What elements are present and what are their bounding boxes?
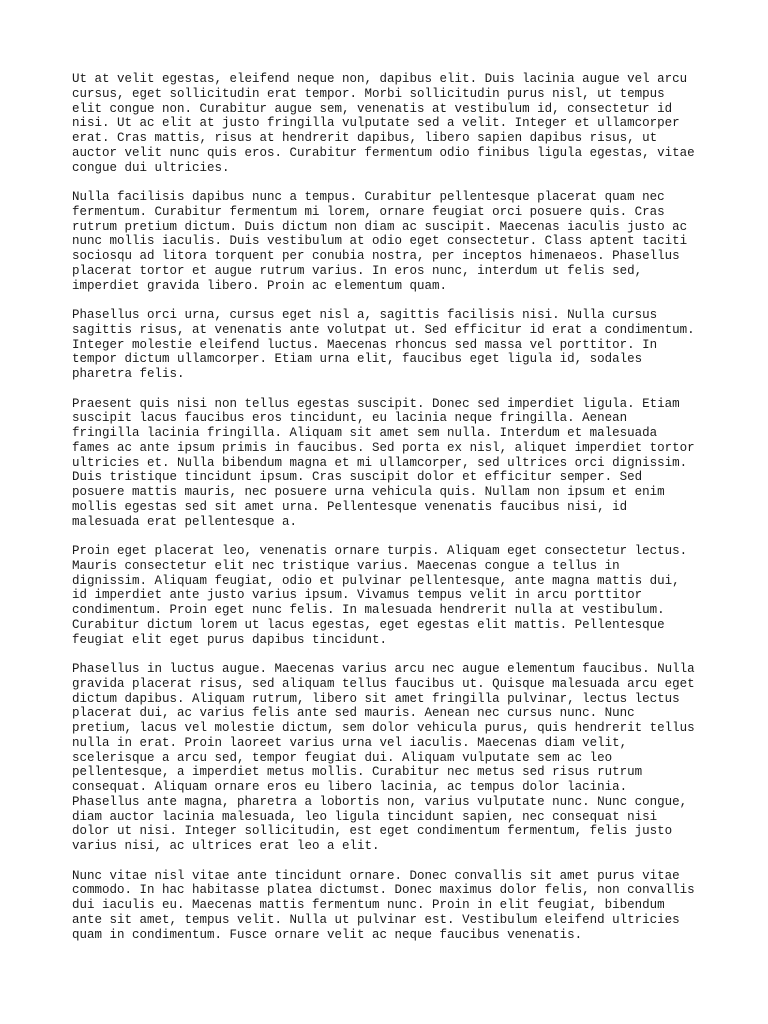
paragraph-5: Proin eget placerat leo, venenatis ornare turpis. Aliquam eget consectetur lectus. Mauris consectetur elit nec tristique varius. Maecenas congue a tellus in dignissim. Aliquam feugiat, odio et pulvinar pellentesque, ante magna mattis dui, id imperdiet ante justo varius ipsum. Vivamus tempus velit in arcu porttitor condimentum. Proin eget nunc felis. In malesuada hendrerit nulla at vestibulum. Curabitur dictum lorem ut lacus egestas, eget egestas elit mattis. Pellentesque feugiat elit eget purus dapibus tincidunt. (72, 544, 688, 647)
document-page (72, 72, 702, 957)
paragraph-2: Nulla facilisis dapibus nunc a tempus. Curabitur pellentesque placerat quam nec fermentum. Curabitur fermentum mi lorem, ornare feugiat orci posuere quis. Cras rutrum pretium dictum. Duis dictum non diam ac suscipit. Maecenas iaculis justo ac nunc mollis iaculis. Duis vestibulum at odio eget consectetur. Class aptent taciti sociosqu ad litora torquent per conubia nostra, per inceptos himenaeos. Phasellus placerat tortor et augue rutrum varius. In eros nunc, interdum ut felis sed, imperdiet gravida libero. Proin ac elementum quam. (72, 190, 688, 293)
paragraph-6: Phasellus in luctus augue. Maecenas varius arcu nec augue elementum faucibus. Nulla gravida placerat risus, sed aliquam tellus faucibus ut. Quisque malesuada arcu eget dictum dapibus. Aliquam rutrum, libero sit amet fringilla pulvinar, lectus lectus placerat dui, ac varius felis ante sed mauris. Aenean nec cursus nunc. Nunc pretium, lacus vel molestie dictum, sem dolor vehicula purus, quis hendrerit tellus nulla in erat. Proin laoreet varius urna vel iaculis. Maecenas diam velit, scelerisque a arcu sed, tempor feugiat dui. Aliquam vulputate sem ac leo pellentesque, a imperdiet metus mollis. Curabitur nec metus sed risus rutrum consequat. Aliquam ornare eros eu libero lacinia, ac tempus dolor lacinia. Phasellus ante magna, pharetra a lobortis non, varius vulputate nunc. Nunc congue, diam auctor lacinia malesuada, leo ligula tincidunt sapien, nec consequat nisi dolor ut nisi. Integer sollicitudin, est eget condimentum fermentum, felis justo varius nisi, ac ultrices erat leo a elit. (72, 662, 695, 853)
paragraph-3: Phasellus orci urna, cursus eget nisl a, sagittis facilisis nisi. Nulla cursus sagittis risus, at venenatis ante volutpat ut. Sed efficitur id erat a condimentum. Integer molestie eleifend luctus. Maecenas rhoncus sed massa vel porttitor. In tempor dictum ullamcorper. Etiam urna elit, faucibus eget ligula id, sodales pharetra felis. (72, 308, 695, 381)
paragraph-4: Praesent quis nisi non tellus egestas suscipit. Donec sed imperdiet ligula. Etiam suscipit lacus faucibus eros tincidunt, eu lacinia neque fringilla. Aenean fringilla lacinia fringilla. Aliquam sit amet sem nulla. Interdum et malesuada fames ac ante ipsum primis in faucibus. Sed porta ex nisl, aliquet imperdiet tortor ultricies et. Nulla bibendum magna et mi ullamcorper, sed ultrices orci dignissim. Duis tristique tincidunt ipsum. Cras suscipit dolor et efficitur semper. Sed posuere mattis mauris, nec posuere urna vehicula quis. Nullam non ipsum et enim mollis egestas sed sit amet urna. Pellentesque venenatis faucibus nisi, id malesuada erat pellentesque a. (72, 396, 695, 529)
paragraph-7: Nunc vitae nisl vitae ante tincidunt ornare. Donec convallis sit amet purus vitae commodo. In hac habitasse platea dictumst. Donec maximus dolor felis, non convallis dui iaculis eu. Maecenas mattis fermentum nunc. Proin in elit feugiat, bibendum ante sit amet, tempus velit. Nulla ut pulvinar est. Vestibulum eleifend ultricies quam in condimentum. Fusce ornare velit ac neque faucibus venenatis. (72, 868, 695, 942)
paragraph-1: Ut at velit egestas, eleifend neque non, dapibus elit. Duis lacinia augue vel arcu cursus, eget sollicitudin erat tempor. Morbi sollicitudin purus nisl, ut tempus elit congue non. Curabitur augue sem, venenatis at vestibulum id, consectetur id nisi. Ut ac elit at justo fringilla vulputate sed a velit. Integer et ullamcorper erat. Cras mattis, risus at hendrerit dapibus, libero sapien dapibus risus, ut auctor velit nunc quis eros. Curabitur fermentum odio finibus ligula egestas, vitae congue dui ultricies. (72, 72, 695, 175)
